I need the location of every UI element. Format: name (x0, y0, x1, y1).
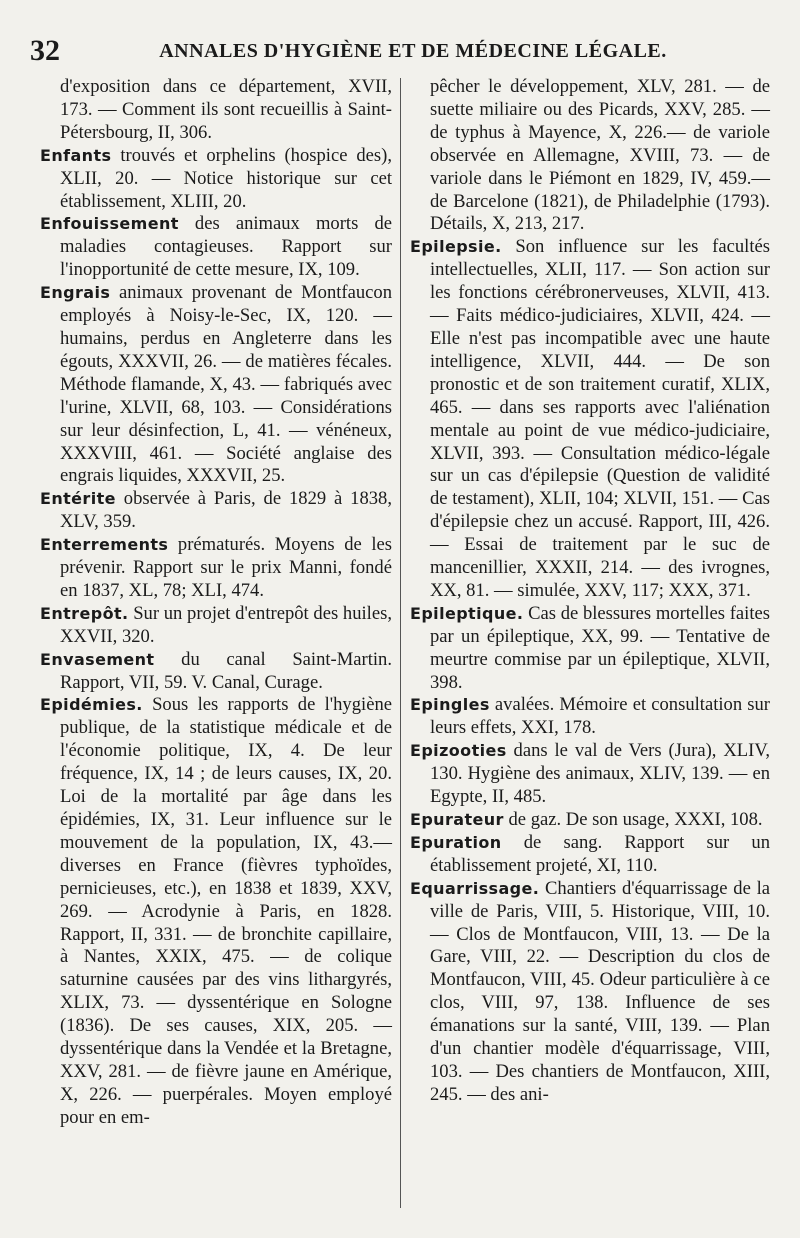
index-entry (410, 809, 770, 832)
entry-text: Cas de blessures mortelles faites par un épileptique, XX, 99. — Tentative de meurtre commise par un épileptique, XLVII, 398. (430, 602, 770, 693)
entry-text: prématurés. Moyens de les prévenir. Rapport sur le prix Manni, fondé en 1837, XL, 78; XLI, 474. (60, 534, 392, 601)
entry-text: animaux provenant de Montfaucon employés à Noisy-le-Sec, IX, 120. — humains, perdus en Angleterre dans les égouts, XXXVII, 26. — de matières fécales. Méthode flamande, X, 43. — fabriqués avec l'urine, XLVII, 68, 103. — Considérations sur leur désinfection, L, 41. — vénéneux, XXXVIII, 461. — Société anglaise des engrais liquides, XXXVII, 25. (60, 282, 392, 487)
index-entry (40, 213, 392, 282)
entry-headword: Epingles (410, 695, 490, 715)
entry-headword: Epileptique. (410, 603, 524, 623)
entry-headword: Epurateur (410, 810, 504, 829)
index-entry (410, 603, 770, 695)
index-entry (410, 694, 770, 740)
running-head: ANNALES D'HYGIÈNE ET DE MÉDECINE LÉGALE. (159, 39, 667, 62)
entry-headword: Enfants (40, 145, 112, 165)
index-entry (40, 76, 392, 145)
entry-text: avalées. Mémoire et consultation sur leurs effets, XXI, 178. (430, 694, 770, 739)
column-divider (400, 78, 401, 1208)
entry-headword: Enterrements (40, 535, 169, 555)
entry-text: du canal Saint-Martin. Rapport, VII, 59. V. Canal, Curage. (60, 648, 392, 693)
entry-text: dans le val de Vers (Jura), XLIV, 130. Hygiène des animaux, XLIV, 139. — en Egypte, II, 485. (430, 740, 770, 808)
index-entry (40, 488, 392, 534)
page-header (30, 34, 776, 68)
entry-text: Sur un projet d'entrepôt des huiles, XXVII, 320. (60, 602, 392, 647)
index-entry (410, 740, 770, 809)
index-entry (40, 603, 392, 649)
entry-headword: Envasement (40, 649, 155, 669)
entry-text: trouvés et orphelins (hospice des), XLII, 20. — Notice historique sur cet établissement, XLIII, 20. (60, 144, 392, 212)
entry-headword: Entérite (40, 489, 116, 509)
index-entry (410, 832, 770, 878)
entry-headword: Epizooties (410, 741, 507, 761)
entry-text: d'exposition dans ce département, XVII, 173. — Comment ils sont recueillis à Saint-Pétersbourg, II, 306. (60, 76, 392, 143)
entry-text: Son influence sur les facultés intellectuelles, XLII, 117. — Son action sur les fonctions cérébronerveuses, XLVII, 413. — Faits médico-judiciaires, XLVII, 424. — Elle n'est pas incompatible avec une haute intelligence, XLVII, 444. — De son pronostic et de son traitement curatif, XLIX, 465. — dans ses rapports avec l'aliénation mentale au point de vue médico-judiciaire, XLVII, 393. — Consultation médico-légale sur un cas d'épilepsie (Question de validité de testament), XLII, 104; XLVII, 151. — Cas d'épilepsie chez un accusé. Rapport, III, 426. — Essai de traitement par le suc de mancenillier, XXXII, 214. — des ivrognes, XX, 81. — simulée, XXV, 117; XXX, 371. (430, 236, 770, 601)
entry-headword: Entrepôt. (40, 603, 129, 623)
entry-headword: Epidémies. (40, 695, 143, 715)
page-number: 32 (30, 34, 60, 67)
index-entry (410, 76, 770, 236)
entry-text: des animaux morts de maladies contagieuses. Rapport sur l'inopportunité de cette mesure, IX, 109. (60, 213, 392, 281)
entry-text: Sous les rapports de l'hygiène publique, de la statistique médicale et de l'économie politique, IX, 4. De leur fréquence, IX, 14 ; de leurs causes, IX, 20. Loi de la mortalité par âge dans les épidémies, IX, 31. Leur influence sur le mouvement de la population, IX, 43.— diverses en France (fièvres typhoïdes, pernicieuses, etc.), en 1838 et 1839, XXV, 269. — Acrodynie à Paris, en 1828. Rapport, II, 331. — de bronchite capillaire, à Nantes, XXIX, 475. — de colique saturnine causées par des vins lithargyrés, XLIX, 73. — dyssentérique en Sologne (1836). De ses causes, XIX, 205. — dyssentérique dans la Vendée et la Bretagne, XXV, 281. — de fièvre jaune en Amérique, X, 226. — puerpérales. Moyen employé pour en em- (60, 694, 392, 1128)
index-entry (40, 649, 392, 695)
entry-text: observée à Paris, de 1829 à 1838, XLV, 359. (60, 488, 392, 533)
entry-headword: Epilepsie. (410, 237, 502, 257)
index-entry (40, 282, 392, 488)
entry-text: Chantiers d'équarrissage de la ville de Paris, VIII, 5. Historique, VIII, 10. — Clos de Montfaucon, VIII, 13. — De la Gare, VIII, 22. — Description du clos de Montfaucon, VIII, 45. Odeur particulière à ce clos, VIII, 97, 138. Influence de ses émanations sur la santé, VIII, 139. — Plan d'un chantier modèle d'équarrissage, VIII, 103. — Des chantiers de Montfaucon, XIII, 245. — des ani- (430, 877, 770, 1105)
entry-text: pêcher le développement, XLV, 281. — de suette miliaire ou des Picards, XXV, 285. — de typhus à Mayence, X, 226.— de variole observée en Allemagne, XVIII, 73. — de variole dans le Piémont en 1829, IV, 459.— de Barcelone (1821), de Philadelphie (1793). Détails, X, 213, 217. (430, 76, 770, 235)
entry-headword: Epuration (410, 832, 502, 852)
right-column (410, 76, 770, 1107)
index-entry (40, 534, 392, 603)
index-entry (40, 145, 392, 214)
left-column (40, 76, 392, 1130)
index-entry (410, 236, 770, 603)
entry-text: de gaz. De son usage, XXXI, 108. (503, 809, 763, 830)
entry-headword: Engrais (40, 283, 111, 303)
entry-headword: Enfouissement (40, 214, 179, 234)
index-entry (40, 694, 392, 1129)
index-entry (410, 878, 770, 1107)
entry-text: de sang. Rapport sur un établissement projeté, XI, 110. (430, 831, 770, 876)
entry-headword: Equarrissage. (410, 878, 540, 898)
